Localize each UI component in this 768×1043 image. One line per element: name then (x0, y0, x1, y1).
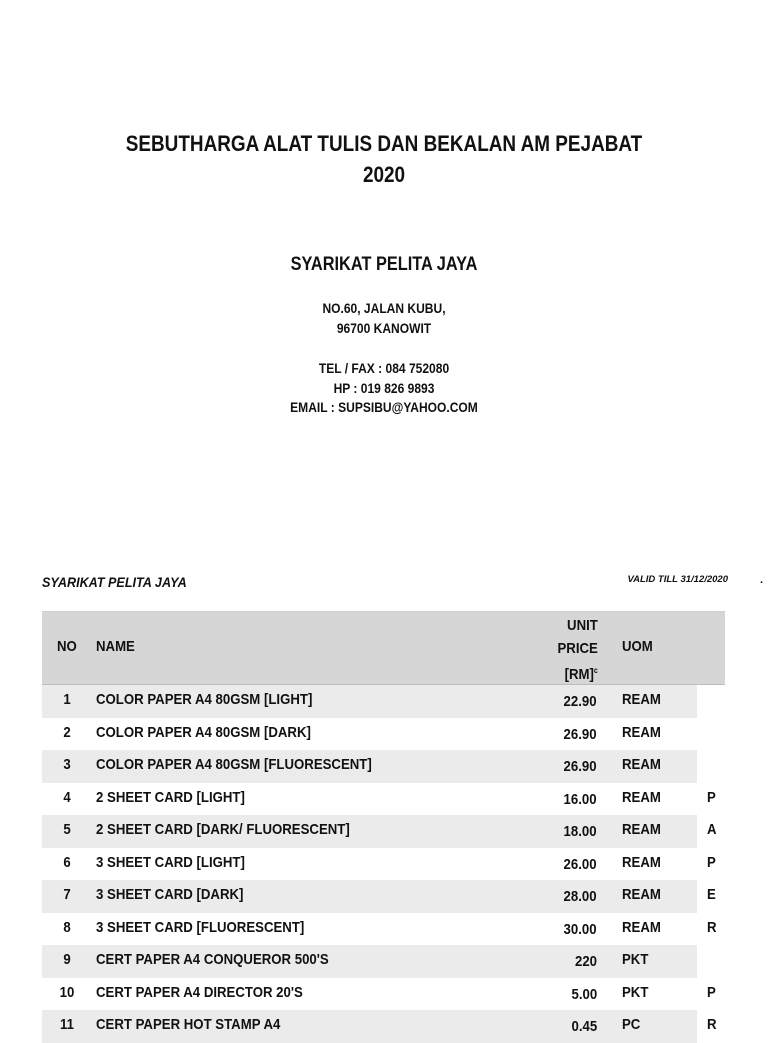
row-price: 18.00 (563, 823, 597, 840)
row-uom: REAM (622, 788, 661, 806)
email: EMAIL : SUPSIBU@YAHOO.COM (290, 399, 478, 415)
address-line-2: 96700 KANOWIT (336, 319, 432, 336)
row-uom: REAM (622, 756, 661, 773)
row-name: 3 SHEET CARD [LIGHT] (96, 853, 245, 871)
address-block (54, 299, 714, 338)
company-name: SYARIKAT PELITA JAYA (290, 254, 478, 275)
row-side-letter: E (707, 886, 716, 903)
price-header-line-2: PRICE (557, 639, 598, 657)
row-side-letter: P (707, 983, 716, 1001)
row-uom: REAM (622, 821, 661, 838)
table-row (42, 945, 697, 978)
row-no: 10 (59, 983, 75, 1001)
price-list-company: SYARIKAT PELITA JAYA (42, 574, 187, 590)
row-price: 30.00 (563, 920, 597, 938)
row-no: 7 (63, 886, 71, 903)
title-line-2: 2020 (362, 162, 406, 187)
row-uom: PKT (622, 951, 649, 968)
row-price: 5.00 (571, 985, 597, 1003)
row-side-letter: R (707, 918, 717, 936)
row-name: COLOR PAPER A4 80GSM [FLUORESCENT] (96, 756, 372, 773)
row-name: 2 SHEET CARD [DARK/ FLUORESCENT] (96, 821, 350, 838)
row-no: 9 (63, 951, 71, 968)
row-uom: REAM (622, 691, 661, 708)
table-row (42, 750, 697, 783)
row-no: 5 (63, 821, 71, 838)
row-side-letter: P (707, 853, 716, 871)
row-side-letter: P (707, 788, 716, 806)
row-uom: REAM (622, 918, 661, 936)
tel-fax: TEL / FAX : 084 752080 (318, 360, 450, 376)
row-no: 3 (63, 756, 71, 773)
table-row (42, 783, 716, 816)
price-header-line-3 (558, 660, 598, 687)
row-price: 22.90 (563, 693, 597, 710)
table-row (42, 978, 716, 1011)
row-side-letter: R (707, 1016, 717, 1033)
row-no: 2 (63, 723, 71, 741)
row-price: 16.00 (563, 790, 597, 808)
row-uom: PC (622, 1016, 641, 1033)
price-header-line-1: UNIT (567, 617, 598, 634)
hp-number: HP : 019 826 9893 (333, 379, 435, 396)
price-header-unit: [RM] (564, 666, 595, 683)
table-row (42, 718, 697, 751)
table-header (42, 611, 725, 685)
trailing-mark: . (760, 574, 764, 586)
row-price: 220 (574, 953, 597, 970)
col-price-header (558, 615, 598, 687)
row-uom: REAM (622, 723, 661, 741)
row-name: 3 SHEET CARD [DARK] (96, 886, 244, 903)
row-no: 6 (63, 853, 71, 871)
row-uom: PKT (622, 983, 649, 1001)
col-no-header: NO (57, 638, 77, 655)
table-row (42, 913, 717, 946)
row-price: 28.00 (563, 888, 597, 905)
valid-till: VALID TILL 31/12/2020 (627, 574, 728, 585)
row-name: 2 SHEET CARD [LIGHT] (96, 788, 245, 806)
row-no: 4 (63, 788, 71, 806)
row-name: COLOR PAPER A4 80GSM [DARK] (96, 723, 311, 741)
contact-block (54, 359, 714, 418)
row-name: CERT PAPER A4 CONQUEROR 500'S (96, 951, 329, 968)
row-name: CERT PAPER HOT STAMP A4 (96, 1016, 281, 1033)
col-name-header: NAME (96, 638, 135, 655)
table-row (42, 815, 717, 848)
price-header-sup: c (594, 666, 598, 675)
row-no: 1 (63, 691, 71, 708)
address-line-1: NO.60, JALAN KUBU, (322, 300, 446, 316)
col-uom-header: UOM (622, 638, 653, 655)
row-name: CERT PAPER A4 DIRECTOR 20'S (96, 983, 303, 1001)
table-row (42, 1010, 717, 1043)
price-table (42, 611, 725, 1043)
row-price: 26.00 (563, 855, 597, 873)
document-title (54, 128, 714, 190)
row-uom: REAM (622, 886, 661, 903)
table-row (42, 685, 697, 718)
table-row (42, 880, 716, 913)
table-row (42, 848, 716, 881)
row-price: 0.45 (571, 1018, 597, 1035)
title-line-1: SEBUTHARGA ALAT TULIS DAN BEKALAN AM PEJABAT (125, 131, 643, 156)
row-name: COLOR PAPER A4 80GSM [LIGHT] (96, 691, 313, 708)
row-uom: REAM (622, 853, 661, 871)
row-no: 11 (60, 1016, 74, 1033)
row-price: 26.90 (563, 725, 597, 743)
row-side-letter: A (707, 821, 717, 838)
row-price: 26.90 (563, 758, 597, 775)
row-name: 3 SHEET CARD [FLUORESCENT] (96, 918, 305, 936)
table-body (42, 685, 725, 1043)
row-no: 8 (63, 918, 71, 936)
